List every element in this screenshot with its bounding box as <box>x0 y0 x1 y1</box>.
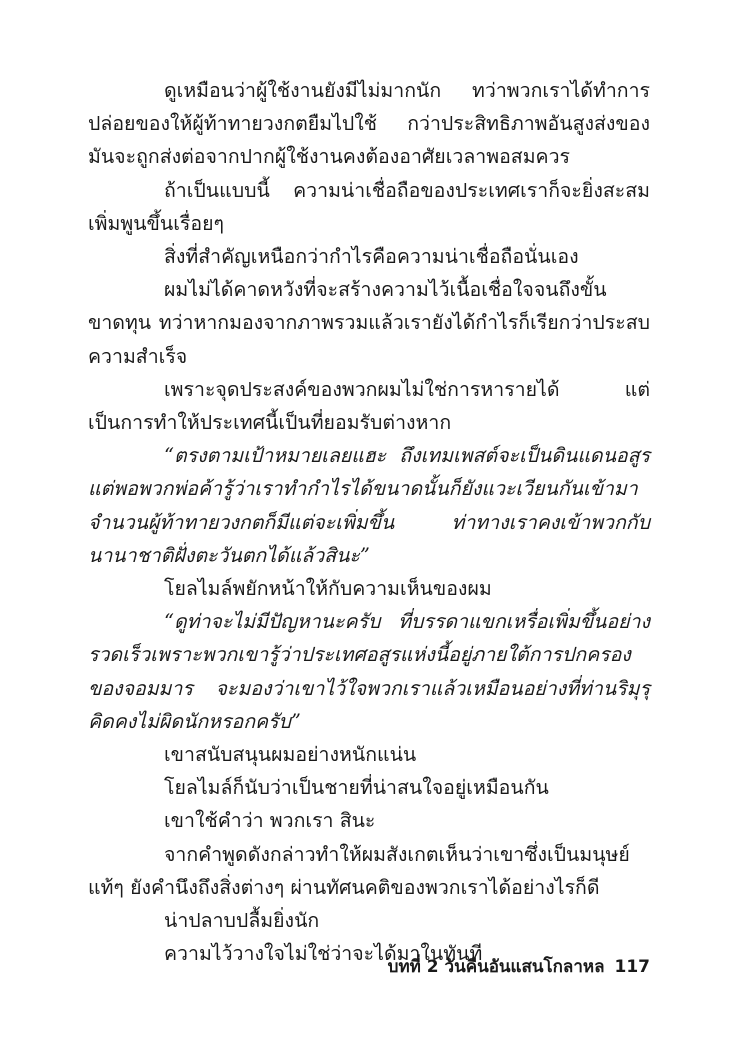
paragraph: โยลไมล์ก็นับว่าเป็นชายที่น่าสนใจอยู่เหมือนกัน <box>164 776 549 800</box>
paragraph: ความไว้วางใจไม่ใช่ว่าจะได้มาในทันที <box>164 942 483 966</box>
paragraph: ถ้าเป็นแบบนี้ ความน่าเชื่อถือของประเทศเราก็จะยิ่งสะสมเพิ่มพูนขึ้นเรื่อยๆ <box>88 178 650 235</box>
paragraph: ดูเหมือนว่าผู้ใช้งานยังมีไม่มากนัก ทว่าพวกเราได้ทำการปล่อยของให้ผู้ท้าทายวงกตยืมไปใช้ กว่าประสิทธิภาพอันสูงส่งของมันจะถูกส่งต่อจากปากผู้ใช้งานคงต้องอาศัยเวลาพอสมควร <box>88 79 650 169</box>
paragraph: สิ่งที่สำคัญเหนือกว่ากำไรคือความน่าเชื่อถือนั่นเอง <box>164 245 579 269</box>
page-number: 117 <box>614 957 650 977</box>
page-footer <box>388 955 650 979</box>
paragraph: เพราะจุดประสงค์ของพวกผมไม่ใช่การหารายได้ แต่เป็นการทำให้ประเทศนี้เป็นที่ยอมรับต่างหาก <box>88 377 650 435</box>
paragraph: โยลไมล์พยักหน้าให้กับความเห็นของผม <box>164 577 492 601</box>
chapter-title: บทที่ 2 วันคืนอันแสนโกลาหล <box>387 957 605 977</box>
paragraph: เขาใช้คำว่า พวกเรา สินะ <box>164 809 376 833</box>
page-body <box>88 74 650 970</box>
paragraph: จากคำพูดดังกล่าวทำให้ผมสังเกตเห็นว่าเขาซึ่งเป็นมนุษย์แท้ๆ ยังคำนึงถึงสิ่งต่างๆ ผ่านทัศนคติของพวกเราได้อย่างไรก็ดี <box>88 842 630 899</box>
paragraph: เขาสนับสนุนผมอย่างหนักแน่น <box>164 743 417 767</box>
paragraph: น่าปลาบปลื้มยิ่งนัก <box>164 909 320 933</box>
dialogue-paragraph: “ตรงตามเป้าหมายเลยแฮะ ถึงเทมเพสต์จะเป็นดินแดนอสูร แต่พอพวกพ่อค้ารู้ว่าเราทำกำไรได้ขนาดนั้นก็ยังแวะเวียนกันเข้ามา จำนวนผู้ท้าทายวงกตก็มีแต่จะเพิ่มขึ้น ท่าทางเราคงเข้าพวกกับนานาชาติฝั่งตะวันตกได้แล้วสินะ” <box>88 444 650 567</box>
paragraph: ผมไม่ได้คาดหวังที่จะสร้างความไว้เนื้อเชื่อใจจนถึงขั้นขาดทุน ทว่าหากมองจากภาพรวมแล้วเรายังได้กำไรก็เรียกว่าประสบความสำเร็จ <box>88 278 650 368</box>
dialogue-paragraph: “ดูท่าจะไม่มีปัญหานะครับ ที่บรรดาแขกเหรื่อเพิ่มขึ้นอย่างรวดเร็วเพราะพวกเขารู้ว่าประเทศอสูรแห่งนี้อยู่ภายใต้การปกครองของจอมมาร จะมองว่าเขาไว้ใจพวกเราแล้วเหมือนอย่างที่ท่านริมุรุคิดคงไม่ผิดนักหรอกครับ” <box>88 610 650 733</box>
